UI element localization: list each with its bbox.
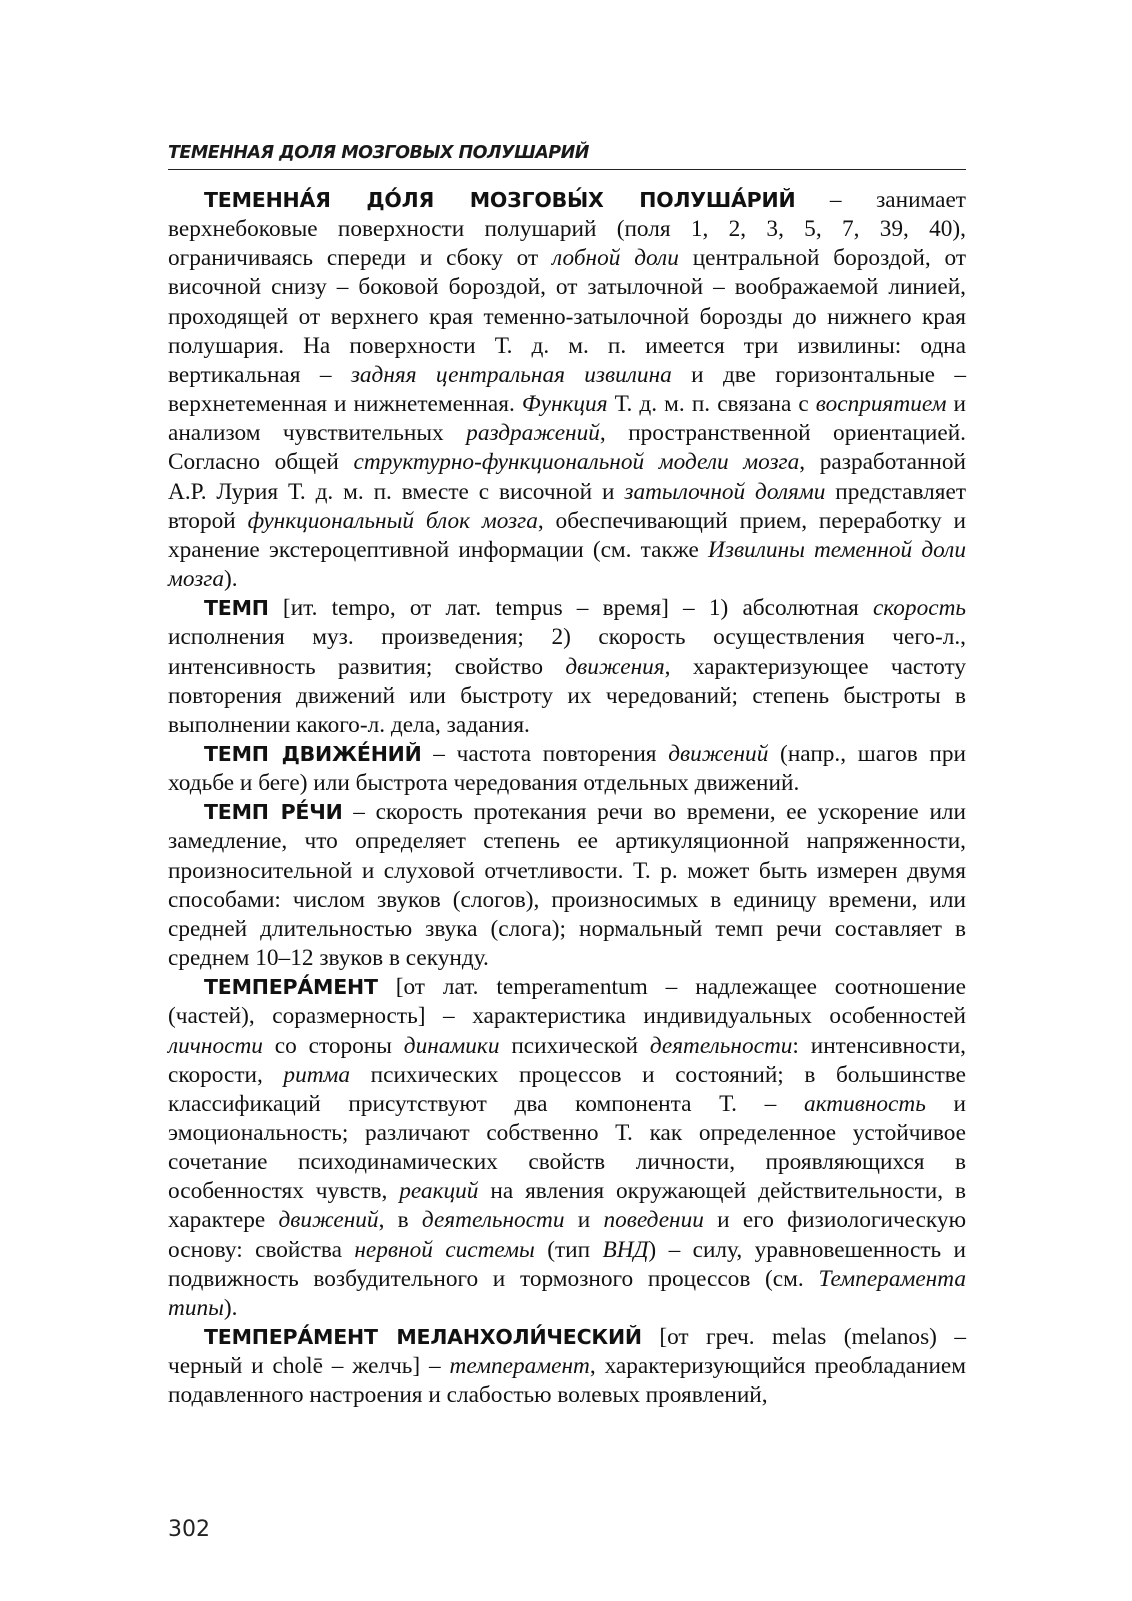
entry-text: , в	[378, 1207, 422, 1234]
entry-text: и анализом чувствительных	[168, 391, 967, 447]
entry-text: , пространственной ориентацией. Согласно общей	[168, 420, 966, 476]
entry-text: Т. д. м. п. связана с	[607, 391, 816, 418]
entry-text: психической	[499, 1032, 650, 1059]
entries-column	[168, 186, 966, 1411]
cross-reference-term: Извилины теменной доли мозга	[168, 536, 966, 593]
entry-text: ) – силу, уравновешенность и подвижность возбудительного и тормозного процессов (см.	[168, 1236, 966, 1292]
entry-text: – скорость протекания речи во времени, ее ускорение или замедление, что определяет степень ее артикуляционной напряженности, произносительной и слуховой отчетливости. Т. р. может быть измерен двумя способами: числом звуков (слогов), произносимых в единицу времени, или средней длительностью звука (слога); нормальный темп речи составляет в среднем 10–12 звуков в секунду.	[168, 799, 966, 972]
cross-reference-term: деятельности	[421, 1207, 565, 1234]
entry-text: , обеспечивающий прием, переработку и хранение экстероцептивной информации (см. также	[168, 507, 967, 563]
entry-text: [ит. tempo, от лат. tempus – время] – 1) абсолютная	[268, 595, 873, 622]
entry-text: и эмоциональность; различают собственно Т. как определенное устойчивое сочетание психодинамических свойств личности, проявляющихся в особенностях чувств,	[168, 1090, 966, 1205]
entry-text: психических процессов и состояний; в большинстве классификаций присутствуют два компонента Т. –	[168, 1061, 967, 1117]
entry-headword: ТЕМП ДВИЖЕ́НИЙ	[204, 741, 422, 766]
entry-text: ).	[223, 1294, 238, 1321]
entry-headword: ТЕМПЕРА́МЕНТ	[204, 975, 378, 1000]
dictionary-entry	[168, 740, 966, 798]
cross-reference-term: структурно-функциональной модели мозга	[353, 449, 800, 476]
entry-headword: ТЕМПЕРА́МЕНТ МЕЛАНХОЛИ́ЧЕСКИЙ	[204, 1325, 642, 1350]
cross-reference-term: деятельности	[649, 1032, 793, 1059]
entry-text: и две горизонтальные – верхнетеменная и нижнетеменная.	[168, 361, 966, 418]
cross-reference-term: раздражений	[466, 420, 600, 447]
dictionary-entry	[168, 973, 966, 1323]
cross-reference-term: личности	[168, 1032, 263, 1059]
cross-reference-term: движений	[278, 1207, 379, 1234]
entry-text: – частота повторения	[421, 740, 669, 767]
cross-reference-term: затылочной долями	[624, 478, 826, 505]
page-number: 302	[168, 1517, 210, 1542]
entry-text: [от лат. temperamentum – надлежащее соотношение (частей), соразмерность] – характеристика индивидуальных особенностей	[168, 974, 966, 1030]
entry-text: и	[564, 1207, 604, 1234]
cross-reference-term: функциональный блок мозга	[247, 507, 538, 534]
cross-reference-term: Функция	[521, 391, 608, 418]
entry-text: ).	[224, 566, 238, 593]
entry-text: представляет второй	[168, 478, 967, 534]
entry-headword: ТЕМП РЕ́ЧИ	[204, 800, 343, 825]
cross-reference-term: Темперамента типы	[168, 1265, 966, 1321]
entry-headword: ТЕМЕННА́Я ДО́ЛЯ МОЗГОВЫ́Х ПОЛУША́РИЙ	[204, 188, 796, 212]
cross-reference-term: движения	[565, 653, 665, 680]
entry-text: (напр., шагов при ходьбе и беге) или быстрота чередования отдельных движений.	[168, 740, 967, 797]
entry-text: со стороны	[262, 1032, 404, 1059]
cross-reference-term: ВНД	[602, 1236, 649, 1263]
dictionary-entry	[168, 186, 966, 594]
entry-text: [от греч. melas (melanos) – черный и cholē – желчь] –	[168, 1324, 966, 1380]
entry-text: исполнения муз. произведения; 2) скорость осуществления чего-л., интенсивность развития; свойство	[168, 624, 966, 680]
cross-reference-term: движений	[668, 740, 769, 767]
entry-text: и его физиологическую основу: свойства	[168, 1207, 966, 1263]
dictionary-entry	[168, 798, 966, 973]
entry-text: (тип	[534, 1236, 603, 1263]
entry-text: : интенсивности, скорости,	[168, 1032, 966, 1088]
entry-text: , характеризующийся преобладанием подавленного настроения и слабостью волевых проявлений,	[168, 1353, 966, 1409]
cross-reference-term: нервной системы	[354, 1236, 535, 1263]
dictionary-entry	[168, 1323, 966, 1410]
cross-reference-term: восприятием	[815, 391, 947, 418]
entry-text: центральной бороздой, от височной снизу – боковой бороздой, от затылочной – воображаемой линией, проходящей от верхнего края теменно-затылочной борозды до нижнего края полушария. На поверхности Т. д. м. п. имеется три извилины: одна вертикальная –	[168, 245, 966, 388]
entry-text: на явления окружающей действительности, в характере	[168, 1178, 966, 1234]
cross-reference-term: ритма	[283, 1061, 351, 1088]
cross-reference-term: темперамент	[449, 1353, 590, 1380]
cross-reference-term: скорость	[872, 595, 966, 622]
entry-text: , разработанной А.Р. Лурия Т. д. м. п. вместе с височной и	[168, 449, 966, 505]
cross-reference-term: лобной доли	[552, 245, 679, 272]
entry-text: – занимает верхнебоковые поверхности полушарий (поля 1, 2, 3, 5, 7, 39, 40), ограничиваясь спереди и сбоку от	[168, 187, 966, 272]
cross-reference-term: динамики	[403, 1032, 500, 1059]
cross-reference-term: задняя центральная извилина	[350, 361, 672, 388]
header-rule	[168, 169, 966, 170]
entry-text: , характеризующее частоту повторения движений или быстроту их чередований; степень быстроты в выполнении какого-л. дела, задания.	[168, 653, 966, 738]
cross-reference-term: поведении	[603, 1207, 704, 1234]
dictionary-entry	[168, 594, 966, 740]
entry-headword: ТЕМП	[204, 596, 269, 621]
cross-reference-term: реакций	[399, 1178, 479, 1205]
cross-reference-term: активность	[804, 1090, 926, 1117]
running-head: ТЕМЕННАЯ ДОЛЯ МОЗГОВЫХ ПОЛУШАРИЙ	[168, 143, 589, 163]
